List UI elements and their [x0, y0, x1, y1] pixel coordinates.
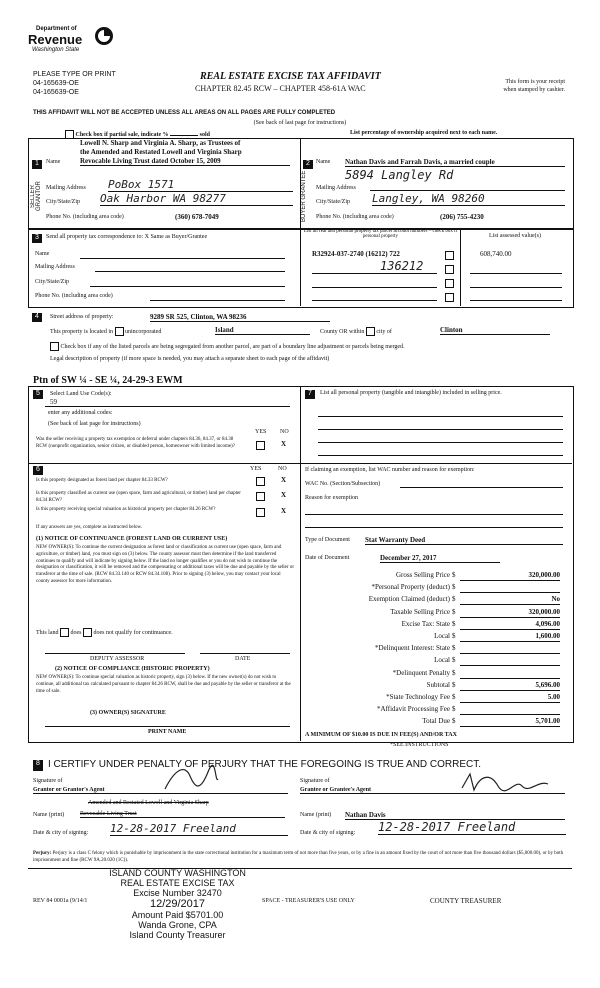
notice1-text: NEW OWNER(S): To continue the current designation as forest land or classification as current use (open space, farm and agriculture, or timber) land, you must sign on (3) below. The county assessor must then determine if the land transferred continues to qualify and will indicate by signing below. If the land no longer qualifies or you do not wish to continue the designation or classification, it will be removed and the compensating or additional taxes will be due and payable by the seller or transferor at the time of sale. (RCW 84.33.140 or RCW 84.34.108). Prior to signing (3) below, you may contact your local county assessor for more information.	[36, 545, 294, 584]
county-value: Island	[215, 326, 310, 335]
tax-row-value: 5.00	[460, 693, 560, 703]
section-6-number: 6	[33, 466, 43, 475]
doc-date-label: Date of Document	[305, 555, 350, 561]
section5-yes: YES	[255, 429, 267, 435]
tax-row-value	[460, 644, 560, 654]
seller-print-value: Revocable Living Trust	[80, 811, 285, 818]
parcel-number: R32924-037-2740 (16212) 722	[312, 250, 400, 258]
tax-row-currency: $	[452, 656, 456, 665]
notice2-text: NEW OWNER(S): To continue special valuation as historic property, sign (3) below. If the new owner(s) do not wish to continue, all additional tax calculated pursuant to chapter 84.26 RCW, shall be due and payable by the seller or transferor at the time of sale.	[36, 675, 291, 694]
section-3-number: 3	[32, 234, 42, 243]
seller-name-label: Name	[46, 159, 61, 165]
correspondence-phone: Phone No. (including area code)	[35, 293, 113, 299]
logo-emblem-icon	[94, 26, 114, 46]
does-not-checkbox[interactable]	[83, 628, 92, 637]
grantee-label: Grantee or Grantee's Agent	[300, 787, 565, 794]
seller-name-1: Lowell N. Sharp and Virginia A. Sharp, as Trustees of	[80, 139, 241, 147]
tax-row-label: Local	[434, 631, 450, 640]
wac-label: WAC No. (Section/Subsection)	[305, 481, 381, 487]
does-not-label: does not qualify for continuance.	[93, 629, 173, 636]
tax-calculation-table	[300, 570, 568, 728]
doc-type-value: Stat Warranty Deed	[365, 536, 563, 545]
form-title: REAL ESTATE EXCISE TAX AFFIDAVIT	[200, 71, 381, 82]
section5-see-back: (See back of last page for instructions)	[48, 421, 141, 427]
grantee-signature-scribble	[460, 768, 550, 796]
grantee-signature-of: Signature of	[300, 778, 330, 784]
tax-row-currency: $	[452, 717, 456, 726]
county-or-label: County OR within	[320, 328, 365, 335]
perjury-notice	[33, 850, 568, 864]
parcel-3-checkbox[interactable]	[445, 279, 454, 288]
section-2-number: 2	[303, 160, 313, 169]
grantor-signature-scribble	[160, 764, 220, 794]
tax-row-currency: $	[452, 668, 456, 677]
tax-row-currency: $	[452, 571, 456, 579]
seller-print-above: Amended and Restated Lowell and Virginia Sharp	[88, 800, 209, 806]
correspondence-label: Send all property tax correspondence to: X Same as Buyer/Grantee	[46, 234, 208, 240]
seller-city-label: City/State/Zip	[46, 199, 80, 205]
stamp-line-4: 12/29/2017	[149, 898, 206, 910]
exemption-label: If claiming an exemption, list WAC number and reason for exemption:	[305, 467, 475, 473]
logo-line2: Revenue	[28, 32, 83, 47]
street-label: Street address of property:	[50, 314, 114, 320]
treasurer-stamp	[95, 868, 260, 940]
correspondence-mailing: Mailing Address	[35, 264, 75, 270]
doc-date-value: December 27, 2017	[380, 554, 500, 563]
section-1-number: 1	[32, 160, 42, 169]
this-land-row	[36, 628, 173, 637]
q2-yes-checkbox[interactable]	[256, 492, 265, 501]
tax-row	[300, 607, 568, 619]
seller-name-3: Revocable Living Trust dated October 15, 2009	[80, 157, 290, 166]
parcel-1-checkbox[interactable]	[445, 251, 454, 260]
tax-row	[300, 716, 568, 728]
sold-label: sold	[199, 131, 211, 138]
buyer-phone-value: (206) 755-4230	[440, 213, 484, 221]
perjury-text: Perjury is a class C felony which is punishable by imprisonment in the state correctional institution for a maximum term of not more than five years, or by a fine in an amount fixed by the court of not more than five thousand dollars ($5,000.00), or by both imprisonment and fine (RCW 9A.20.020 (1C)).	[33, 851, 564, 863]
located-label: This property is located in	[50, 328, 113, 335]
section6-q1: Is this property designated as forest land per chapter 84.33 RCW?	[36, 478, 168, 483]
stamp-line-5: Amount Paid $5701.00	[131, 910, 224, 920]
section6-q2: Is this property classified as current use (open space, farm and agricultural, or timber) land per chapter 84.34 RCW?	[36, 491, 241, 503]
city-value: Clinton	[440, 326, 550, 335]
form-chapter: CHAPTER 82.45 RCW – CHAPTER 458-61A WAC	[195, 84, 366, 93]
tax-row-value: 320,000.00	[460, 571, 560, 581]
tax-row-label: Subtotal	[426, 680, 450, 689]
section-5-number: 5	[33, 390, 43, 399]
city-of-checkbox[interactable]	[366, 327, 375, 336]
tax-row-label: Exemption Claimed (deduct)	[368, 595, 450, 604]
stamp-line-2: REAL ESTATE EXCISE TAX	[120, 878, 235, 888]
tax-row	[300, 655, 568, 667]
if-yes-note: If any answers are yes, complete as instructed below.	[36, 525, 143, 530]
section-7-number: 7	[305, 390, 315, 399]
located-row	[50, 327, 161, 336]
assessed-header: List assessed value(s)	[489, 233, 541, 239]
tax-row-currency: $	[452, 595, 456, 604]
tax-row-value: 320,000.00	[460, 608, 560, 618]
parcel-value: 608,740.00	[480, 250, 512, 258]
unincorporated-label: unincorporated	[125, 328, 162, 335]
q3-answer: X	[281, 507, 287, 515]
form-code-2: 04-165639-OE	[33, 89, 79, 96]
warning-text: THIS AFFIDAVIT WILL NOT BE ACCEPTED UNLESS ALL AREAS ON ALL PAGES ARE FULLY COMPLETED	[33, 110, 336, 116]
department-logo	[28, 26, 118, 66]
tax-row	[300, 631, 568, 643]
tax-row-currency: $	[452, 619, 456, 628]
buyer-handwritten-address: 5894 Langley Rd	[345, 168, 454, 182]
land-use-code: 59	[50, 398, 57, 406]
doc-type-label: Type of Document	[305, 537, 350, 543]
stamp-line-6: Wanda Grone, CPA	[138, 920, 217, 930]
legal-description-value: Ptn of SW ¼ - SE ¼, 24-29-3 EWM	[33, 375, 183, 386]
tax-row	[300, 668, 568, 680]
correspondence-name: Name	[35, 251, 50, 257]
deputy-assessor-label: DEPUTY ASSESSOR	[90, 656, 145, 662]
partial-sale-label: Check box if partial sale, indicate %	[75, 131, 169, 138]
section5-no: NO	[280, 429, 289, 435]
legal-description-label: Legal description of property (if more space is needed, you may attach a separate sheet to each page of the affidavit)	[50, 356, 330, 362]
parcel-header: List all real and personal property tax parcel account numbers – check box if personal property	[303, 229, 458, 239]
tax-row-currency: $	[452, 692, 456, 701]
tax-row-label: *Affidavit Processing Fee	[377, 705, 450, 714]
section6-yes: YES	[250, 466, 262, 472]
receipt-note-1: This form is your receipt	[505, 79, 565, 85]
minimum-note: A MINIMUM OF $10.00 IS DUE IN FEE(S) AND/OR TAX	[305, 732, 457, 738]
perjury-label: Perjury:	[33, 851, 52, 856]
grantor-signature-of: Signature of	[33, 778, 63, 784]
tax-row-currency: $	[452, 644, 456, 653]
buyer-phone-label: Phone No. (including area code)	[316, 214, 394, 220]
q2-answer: X	[281, 491, 287, 499]
print-name-label: PRINT NAME	[148, 729, 187, 735]
notice2-title: (2) NOTICE OF COMPLIANCE (HISTORIC PROPERTY)	[55, 666, 210, 672]
treasurer-use-only: SPACE - TREASURER'S USE ONLY	[262, 898, 355, 904]
tax-row-label: *Delinquent Penalty	[392, 668, 450, 677]
tax-row-value: 4,096.00	[460, 620, 560, 630]
grantee-date-city-label: Date & city of signing:	[300, 830, 356, 836]
tax-row-label: *Personal Property (deduct)	[371, 583, 450, 592]
tax-row-value	[460, 669, 560, 679]
city-of-label: city of	[376, 328, 392, 335]
rev-code: REV 84 0001a (9/14/1	[33, 898, 88, 904]
stamp-line-1: ISLAND COUNTY WASHINGTON	[109, 868, 246, 878]
seller-mailing-value: PoBox 1571	[108, 178, 293, 192]
deputy-date-label: DATE	[235, 656, 251, 662]
buyer-print-value: Nathan Davis	[345, 811, 565, 820]
see-back: (See back of last page for instructions)	[253, 120, 347, 126]
this-land-label: This land	[36, 629, 59, 636]
tax-row-label: Gross Selling Price	[395, 571, 450, 579]
buyer-city-label: City/State/Zip	[316, 199, 350, 205]
grantee-name-print-label: Name (print)	[300, 812, 332, 818]
segregated-checkbox[interactable]	[50, 342, 59, 351]
seller-side-label: SELLER GRANTOR	[30, 181, 42, 211]
tax-row	[300, 643, 568, 655]
tax-row	[300, 582, 568, 594]
tax-row-label: Total Due	[422, 717, 450, 726]
form-code-1: 04-165639-OE	[33, 80, 79, 87]
does-label: does	[70, 629, 82, 636]
section-4-number: 4	[32, 313, 42, 322]
section6-no: NO	[278, 466, 287, 472]
section5-answer: X	[281, 440, 287, 448]
stamp-line-7: Island County Treasurer	[129, 930, 226, 940]
does-checkbox[interactable]	[60, 628, 69, 637]
correspondence-city: City/State/Zip	[35, 279, 69, 285]
buyer-city-value: Langley, WA 98260	[372, 192, 565, 206]
tax-row	[300, 570, 568, 582]
grantor-date-city-label: Date & city of signing:	[33, 830, 89, 836]
section6-q3: Is this property receiving special valuation as historical property per chapter 84.26 RCW?	[36, 507, 216, 512]
owner-signature-label: (3) OWNER(S) SIGNATURE	[90, 710, 166, 716]
tax-row-currency: $	[452, 607, 456, 616]
ownership-note: List percentage of ownership acquired next to each name.	[350, 130, 498, 136]
parcel-2-checkbox[interactable]	[445, 265, 454, 274]
parcel-4-checkbox[interactable]	[445, 293, 454, 302]
county-treasurer-label: COUNTY TREASURER	[430, 897, 502, 905]
stamp-line-3: Excise Number 32470	[133, 888, 222, 898]
tax-row-value: No	[460, 595, 560, 605]
tax-row-label: Local	[434, 656, 450, 665]
grantor-label: Grantor or Grantor's Agent	[33, 787, 288, 794]
tax-row-value: 5,701.00	[460, 717, 560, 727]
buyer-mailing-label: Mailing Address	[316, 185, 356, 191]
street-value: 9289 SR 525, Clinton, WA 98236	[150, 313, 330, 322]
tax-row	[300, 619, 568, 631]
tax-row-currency: $	[452, 680, 456, 689]
tax-row-value	[460, 656, 560, 666]
notice1-title: (1) NOTICE OF CONTINUANCE (FOREST LAND OR CURRENT USE)	[36, 536, 228, 542]
logo-line3: Washington State	[32, 47, 80, 53]
section5-yes-checkbox[interactable]	[256, 441, 265, 450]
tax-row-label: *State Technology Fee	[386, 692, 450, 701]
seller-phone-label: Phone No. (including area code)	[46, 214, 124, 220]
see-instructions: *SEE INSTRUCTIONS	[390, 742, 449, 748]
section5-question: Was the seller receiving a property tax exemption or deferral under chapters 84.36, 84.37, or 84.38 RCW (nonprofit organization, senior citizen, or disabled person, homeowner with limited income)?	[36, 437, 235, 449]
please-type: PLEASE TYPE OR PRINT	[33, 71, 116, 78]
tax-row-label: *Delinquent Interest: State	[374, 644, 450, 653]
tax-row-value: 5,696.00	[460, 681, 560, 691]
certify-statement: I CERTIFY UNDER PENALTY OF PERJURY THAT THE FOREGOING IS TRUE AND CORRECT.	[48, 759, 482, 770]
receipt-note-2: when stamped by cashier.	[503, 87, 565, 93]
parcel-handwritten: 136212	[380, 259, 424, 273]
tax-row	[300, 680, 568, 692]
seller-name-2: the Amended and Restated Lowell and Virginia Sharp	[80, 148, 242, 156]
q3-yes-checkbox[interactable]	[256, 508, 265, 517]
buyer-date-city: 12-28-2017 Freeland	[378, 820, 566, 835]
reason-label: Reason for exemption	[305, 495, 358, 501]
tax-row	[300, 692, 568, 704]
tax-row-value	[460, 583, 560, 593]
segregated-row	[50, 342, 405, 351]
segregated-label: Check box if any of the listed parcels are being segregated from another parcel, are part of a boundary line adjustment or parcels being merged.	[60, 343, 405, 350]
seller-date-city: 12-28-2017 Freeland	[110, 822, 288, 836]
tax-row-currency: $	[452, 583, 456, 592]
land-use-label: Select Land Use Code(s):	[50, 391, 112, 397]
tax-row	[300, 704, 568, 716]
tax-row-label: Taxable Selling Price	[390, 607, 450, 616]
tax-row-value: 1,600.00	[460, 632, 560, 642]
tax-row-currency: $	[452, 705, 456, 714]
grantor-name-print-label: Name (print)	[33, 812, 65, 818]
seller-phone-value: (360) 678-7049	[175, 213, 219, 221]
county-or-row	[320, 327, 392, 336]
buyer-name-value: Nathan Davis and Farrah Davis, a married couple	[345, 158, 565, 167]
seller-mailing-label: Mailing Address	[46, 185, 86, 191]
tax-row	[300, 594, 568, 606]
seller-city-value: Oak Harbor WA 98277	[100, 192, 293, 206]
q1-yes-checkbox[interactable]	[256, 477, 265, 486]
tax-row-value	[460, 705, 560, 715]
personal-property-label: List all personal property (tangible and intangible) included in selling price.	[320, 390, 502, 396]
unincorporated-checkbox[interactable]	[115, 327, 124, 336]
additional-codes-label: enter any additional codes:	[48, 410, 113, 416]
q1-answer: X	[281, 476, 287, 484]
section-8-number: 8	[33, 760, 43, 771]
logo-line1: Department of	[36, 26, 77, 32]
buyer-name-label: Name	[316, 159, 331, 165]
tax-row-currency: $	[452, 631, 456, 640]
tax-row-label: Excise Tax: State	[401, 619, 450, 628]
buyer-side-label: BUYER GRANTEE	[301, 170, 307, 222]
